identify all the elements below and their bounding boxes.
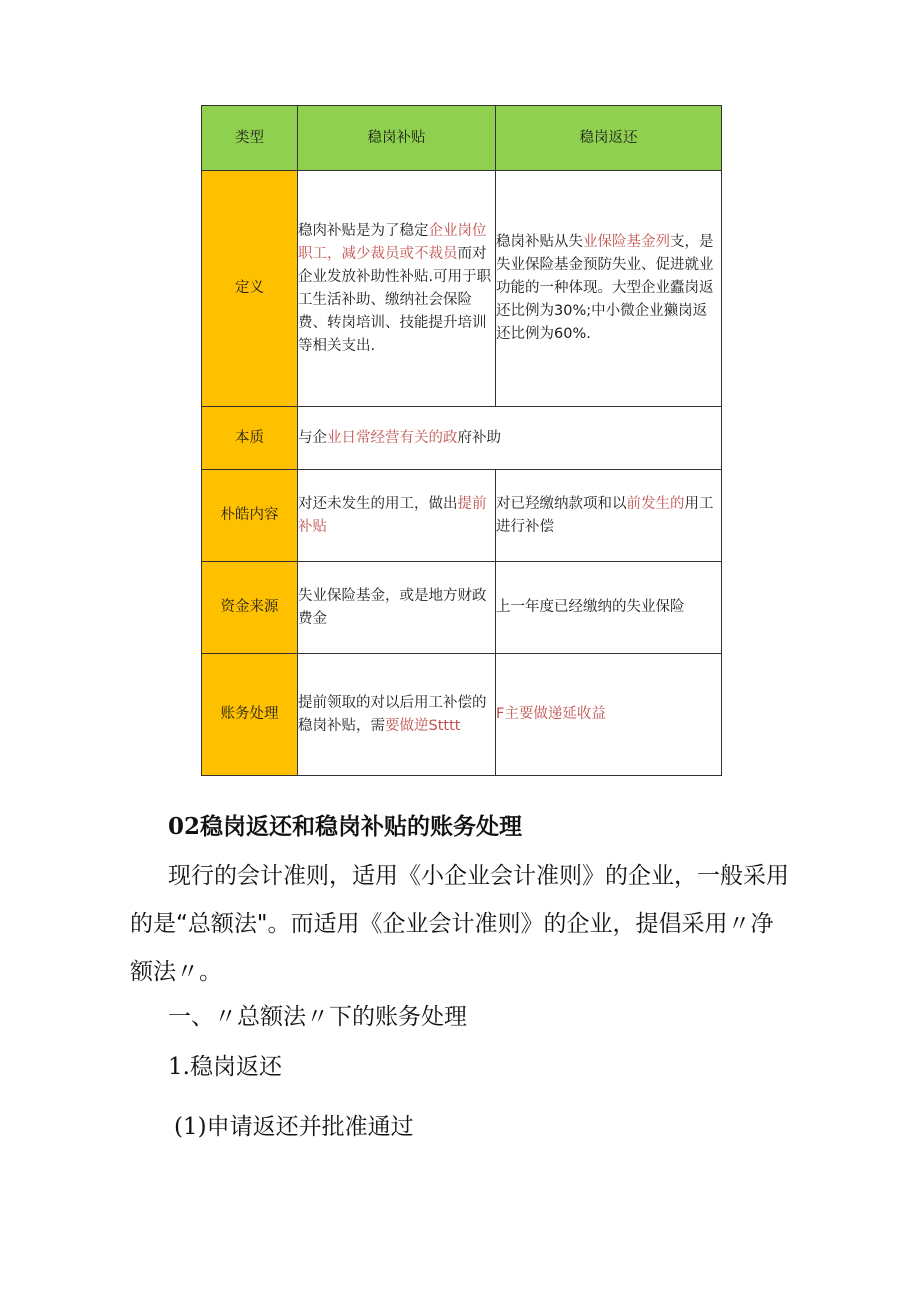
definition-refund-text-2: 支，是失业保险基金预防失业、促进就业功能的一种体现。大型企业蠹岗返还比例为30%;中小微企业獭岗返还比例为60%.	[496, 234, 714, 342]
row-label-definition: 定义	[202, 171, 298, 407]
table-row-source	[202, 562, 722, 654]
accounting-subsidy-highlight: 要做逆Stttt	[385, 717, 461, 734]
table-row-content	[202, 470, 722, 562]
accounting-subsidy-cell	[298, 654, 496, 776]
header-refund: 稳岗返还	[496, 106, 722, 171]
content-refund-highlight: 前发生的	[626, 495, 685, 512]
content-refund-text-2: 用工进行补偿	[496, 495, 714, 535]
subheading-total-method: 一、〃总额法〃下的账务处理	[168, 1004, 467, 1030]
definition-subsidy-cell	[298, 171, 496, 407]
source-subsidy-cell: 失业保险基金，或是地方财政费金	[298, 562, 496, 654]
table-row-definition	[202, 171, 722, 407]
content-subsidy-cell	[298, 470, 496, 562]
header-subsidy: 稳岗补贴	[298, 106, 496, 171]
accounting-subsidy-text-1: 提前领取的对以后用工补偿的稳岗补贴，需	[298, 694, 487, 734]
row-label-content: 朴皓内容	[202, 470, 298, 562]
section-heading: 02稳岗返还和稳岗补贴的账务处理	[168, 813, 523, 840]
content-subsidy-highlight: 提前补贴	[298, 495, 487, 535]
nature-cell	[298, 407, 722, 470]
row-label-accounting: 账务处理	[202, 654, 298, 776]
nature-text-1: 与企	[298, 429, 327, 446]
table-row-nature	[202, 407, 722, 470]
nature-text-2: 府补助	[457, 429, 501, 446]
row-label-nature: 本质	[202, 407, 298, 470]
definition-subsidy-highlight: 企业岗位职工，减少裁员或不裁员	[298, 222, 487, 262]
header-type: 类型	[202, 106, 298, 171]
table-row-accounting	[202, 654, 722, 776]
definition-subsidy-text-2: 而对企业发放补助性补贴.可用于职工生活补助、缴纳社会保险费、转岗培训、技能提升培训等相关支出.	[298, 245, 492, 354]
definition-refund-text-1: 稳岗补贴从失	[496, 234, 583, 250]
subheading-apply: (1)申请返还并批准通过	[174, 1114, 414, 1140]
row-label-source: 资金来源	[202, 562, 298, 654]
definition-subsidy-text-1: 稳肉补贴是为了稳定	[298, 222, 429, 239]
content-refund-cell	[496, 470, 722, 562]
comparison-table	[201, 105, 722, 776]
accounting-refund-highlight: F主要做递延收益	[496, 706, 606, 722]
definition-refund-cell	[496, 171, 722, 407]
definition-refund-highlight: 业保险基金列	[583, 234, 670, 250]
content-subsidy-text-1: 对还未发生的用工，做出	[298, 495, 458, 512]
subheading-refund: 1.稳岗返还	[168, 1054, 282, 1080]
source-refund-cell: 上一年度已经缴纳的失业保险	[496, 562, 722, 654]
body-paragraph: 现行的会计准则，适用《小企业会计准则》的企业，一般采用的是“总额法"。而适用《企业会计准则》的企业，提倡采用〃净额法〃。	[130, 863, 789, 985]
table-header-row	[202, 106, 722, 171]
accounting-refund-cell	[496, 654, 722, 776]
nature-highlight: 业日常经营有关的政	[327, 429, 458, 446]
content-refund-text-1: 对已羟缴纳款项和以	[496, 495, 627, 512]
